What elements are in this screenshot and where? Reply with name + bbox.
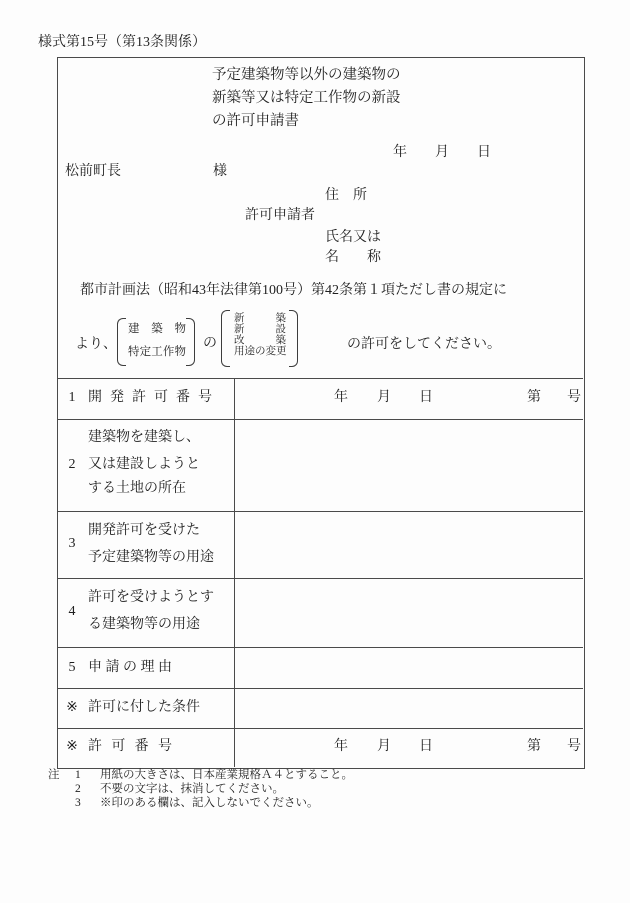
- note3-number: 3: [75, 797, 81, 809]
- row3-label-line2: 予定建築物等の用途: [88, 550, 214, 565]
- row2-label-line2: 又は建設しようと: [88, 457, 200, 472]
- header-date-day-label: 日: [477, 145, 491, 160]
- note2-spacer: [48, 783, 75, 795]
- row1-label: 開発許可番号: [88, 390, 212, 405]
- table-line-r2: [57, 511, 583, 512]
- note-row-2: [48, 783, 284, 795]
- statement-request-text: の許可をしてください。: [347, 337, 501, 352]
- note2-text: 不要の文字は、抹消してください。: [100, 783, 284, 795]
- header-date-month-label: 月: [435, 145, 449, 160]
- statement-particle-text: の: [203, 336, 217, 351]
- action-bracket-open-icon: [221, 310, 230, 367]
- row3-number: 3: [68, 536, 76, 551]
- action-option-rebuild: 改築: [234, 335, 286, 346]
- note1-text: 用紙の大きさは、日本産業規格Ａ４とすること。: [100, 769, 353, 781]
- name-label-line2: 名称: [325, 250, 381, 265]
- note3-spacer: [48, 797, 75, 809]
- row7-day-label: 日: [419, 739, 433, 754]
- row5-label: 申請の理由: [88, 660, 172, 675]
- note3-text: ※印のある欄は、記入しないでください。: [100, 797, 319, 809]
- row1-number-suffix: 号: [567, 390, 581, 405]
- note2-number: 2: [75, 783, 81, 795]
- row5-number: 5: [68, 660, 76, 675]
- row1-day-label: 日: [419, 390, 433, 405]
- row1-year-label: 年: [334, 390, 348, 405]
- row2-label-line3: する土地の所在: [88, 481, 186, 496]
- table-line-top: [57, 378, 583, 379]
- legal-reference-text: 都市計画法（昭和43年法律第100号）第42条第１項ただし書の規定に: [80, 283, 507, 298]
- row7-number-prefix: 第: [527, 739, 541, 754]
- action-option-new-build: 新築: [234, 313, 286, 324]
- row6-reference-mark: ※: [66, 700, 78, 715]
- row6-label: 許可に付した条件: [88, 700, 200, 715]
- statement-lead-text: より、: [75, 337, 117, 352]
- row3-label-line1: 開発許可を受けた: [88, 523, 200, 538]
- row7-reference-mark: ※: [66, 739, 78, 754]
- action-option-new-install: 新設: [234, 324, 286, 335]
- row7-year-label: 年: [334, 739, 348, 754]
- form-title-line-2: 新築等又は特定工作物の新設: [212, 90, 401, 106]
- form-title-line-3: の許可申請書: [212, 113, 299, 129]
- action-bracket-close-icon: [289, 310, 298, 367]
- row7-number-suffix: 号: [567, 739, 581, 754]
- address-label: 住所: [325, 188, 367, 203]
- form-number-label: 様式第15号（第13条関係）: [38, 35, 206, 50]
- table-line-r5: [57, 688, 583, 689]
- subject-option-structure: 特定工作物: [128, 346, 186, 358]
- row2-label-line1: 建築物を建築し、: [88, 430, 200, 445]
- addressee-label: 松前町長: [65, 164, 121, 179]
- table-line-r4: [57, 647, 583, 648]
- row4-label-line2: る建築物等の用途: [88, 617, 200, 632]
- table-column-divider: [234, 378, 235, 767]
- row4-label-line1: 許可を受けようとす: [88, 590, 214, 605]
- row1-number-prefix: 第: [527, 390, 541, 405]
- name-label-line1: 氏名又は: [325, 230, 381, 245]
- row1-month-label: 月: [377, 390, 391, 405]
- action-option-use-change: 用途の変更: [234, 346, 287, 357]
- subject-option-building: 建築物: [128, 323, 186, 335]
- form-title-line-1: 予定建築物等以外の建築物の: [212, 67, 401, 83]
- notes-label: 注: [48, 769, 60, 781]
- table-line-r1: [57, 419, 583, 420]
- applicant-role-label: 許可申請者: [245, 208, 315, 223]
- row4-number: 4: [68, 604, 76, 619]
- row1-number: 1: [68, 390, 76, 405]
- header-date-year-label: 年: [393, 145, 407, 160]
- row7-month-label: 月: [377, 739, 391, 754]
- subject-bracket-open-icon: [117, 318, 126, 366]
- note-row-3: [48, 797, 319, 809]
- row2-number: 2: [68, 457, 76, 472]
- note1-number: 1: [75, 769, 81, 781]
- note-row-1: [48, 769, 353, 781]
- subject-bracket-close-icon: [186, 318, 195, 366]
- row7-label: 許可番号: [88, 739, 172, 754]
- honorific-label: 様: [213, 164, 227, 179]
- table-line-r3: [57, 578, 583, 579]
- table-line-r6: [57, 728, 583, 729]
